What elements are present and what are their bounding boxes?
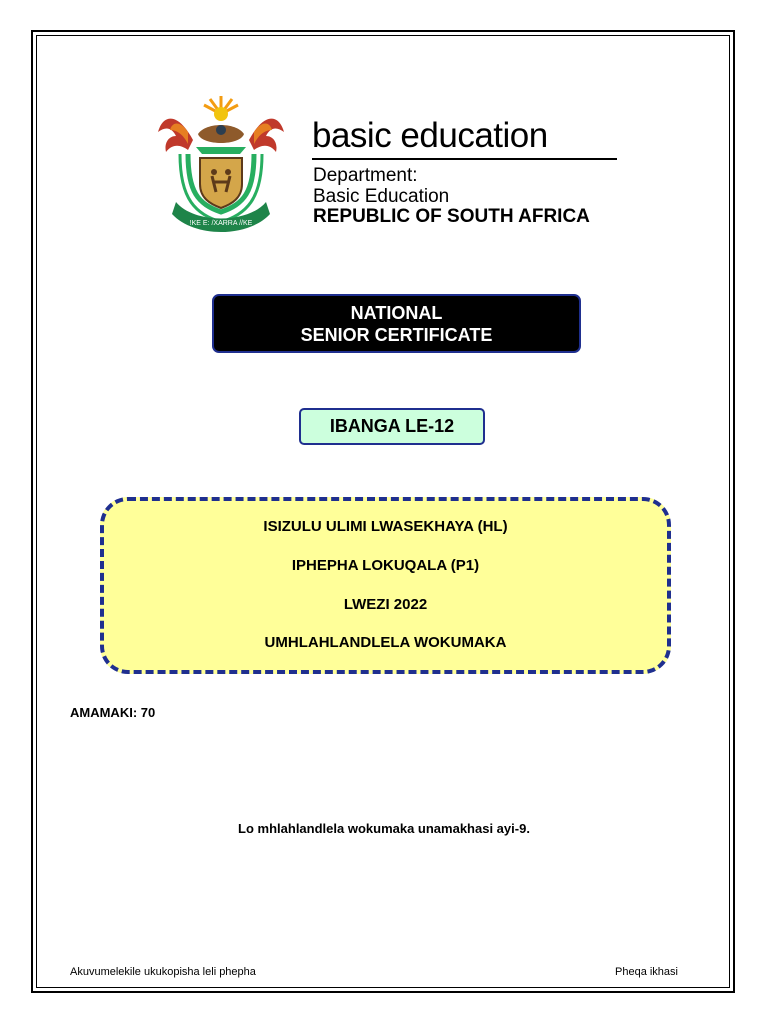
coat-of-arms-logo — [158, 92, 284, 238]
grade-label: IBANGA LE-12 — [299, 408, 485, 445]
page-count-note: Lo mhlahlandlela wokumaka unamakhasi ayi-9. — [238, 821, 530, 836]
certificate-line-1: NATIONAL — [350, 302, 443, 323]
total-marks: AMAMAKI: 70 — [70, 705, 156, 720]
certificate-line-2: SENIOR CERTIFICATE — [300, 324, 493, 345]
subject-document-type: UMHLAHLANDLELA WOKUMAKA — [264, 634, 507, 651]
department-label: Department: — [313, 165, 418, 186]
certificate-banner — [212, 294, 581, 353]
brand-title: basic education — [312, 116, 548, 155]
country-name: REPUBLIC OF SOUTH AFRICA — [313, 206, 590, 227]
subject-session: LWEZI 2022 — [343, 596, 428, 613]
department-name: Basic Education — [313, 186, 450, 207]
crest-motto: !KE E: /XARRA //KE — [189, 220, 253, 227]
subject-info-box — [100, 497, 671, 674]
turn-page-note: Pheqa ikhasi — [615, 966, 678, 978]
brand-divider — [312, 158, 617, 160]
subject-paper: IPHEPHA LOKUQALA (P1) — [291, 557, 480, 574]
subject-language: ISIZULU ULIMI LWASEKHAYA (HL) — [263, 518, 508, 535]
copyright-notice: Akuvumelekile ukukopisha leli phepha — [70, 966, 256, 978]
